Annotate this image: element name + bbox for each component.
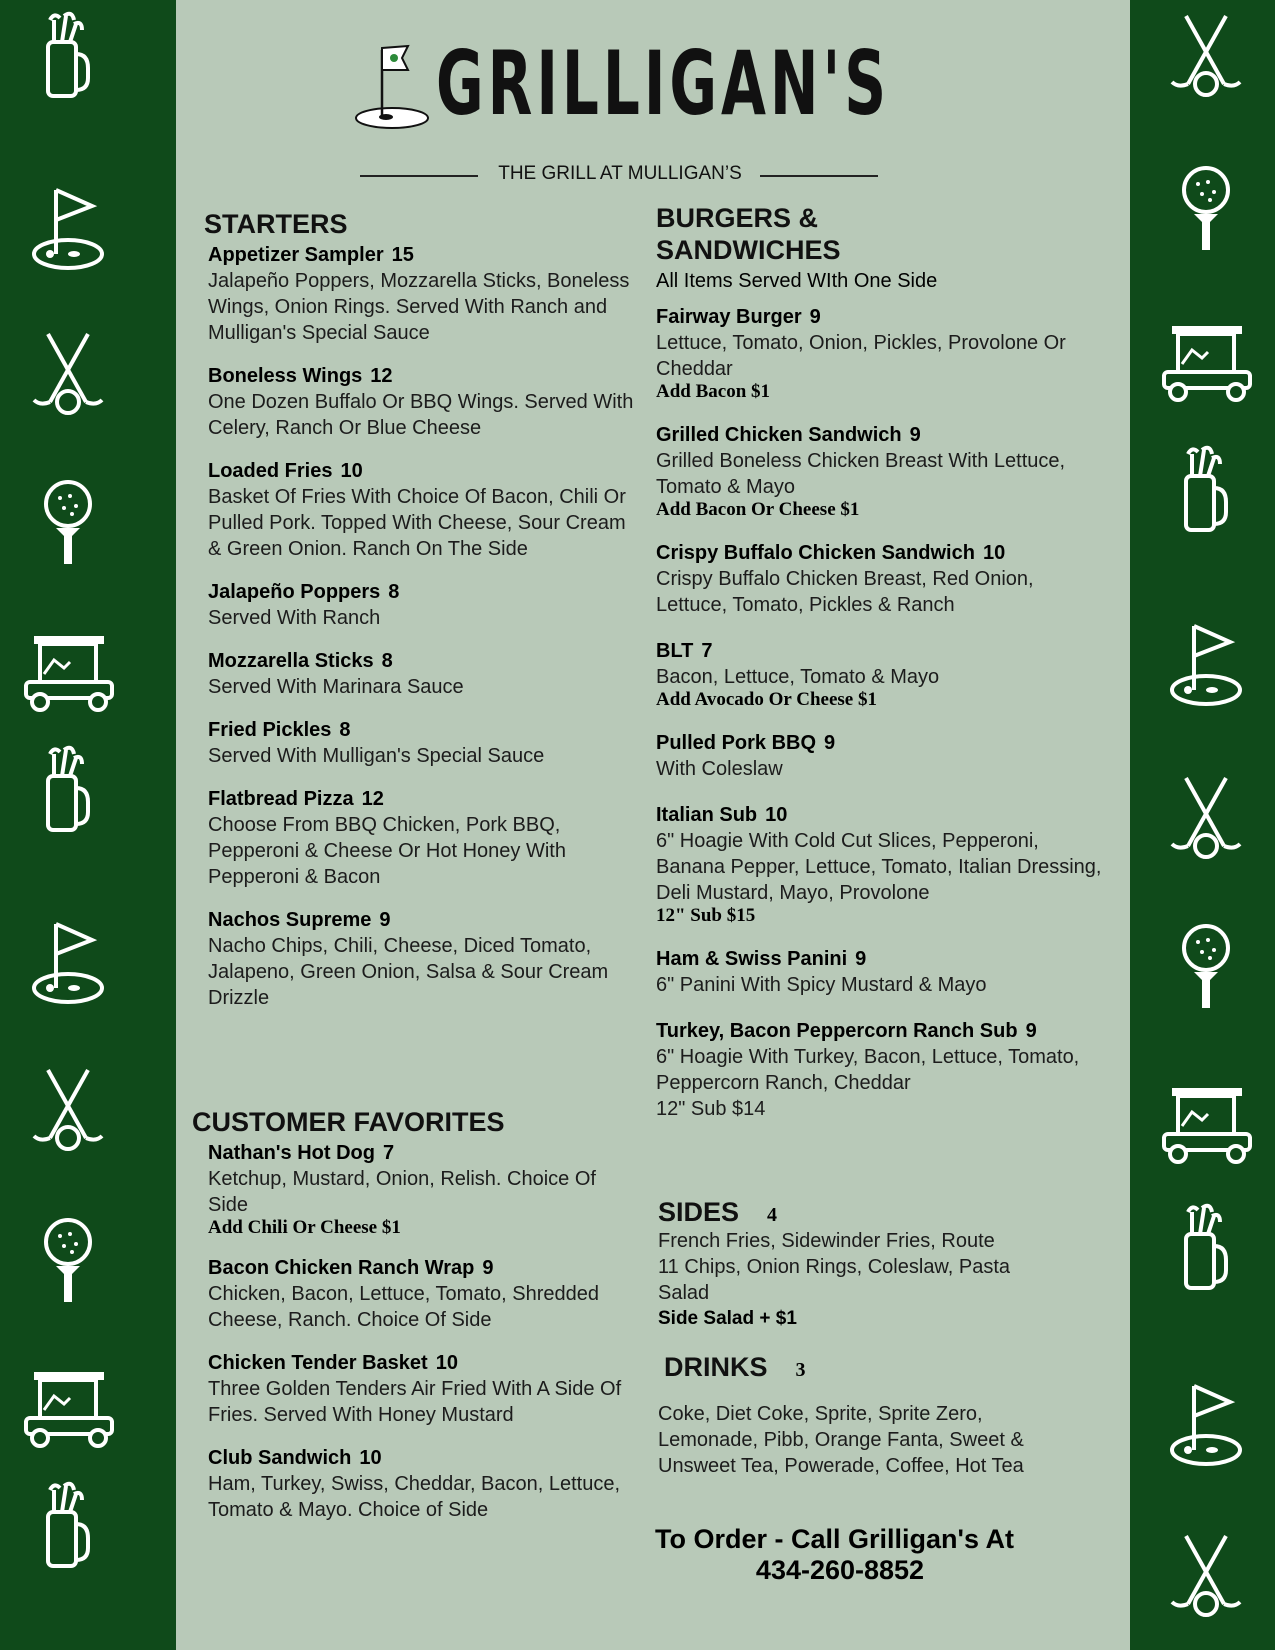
menu-item-name: Mozzarella Sticks (208, 650, 374, 672)
menu-item-price: 10 (359, 1447, 382, 1469)
menu-item (656, 730, 1106, 782)
drinks-desc-block (658, 1401, 1038, 1479)
crossed-clubs-icon (1168, 772, 1248, 864)
golf-ball-tee-icon (30, 474, 110, 566)
sides-price: 4 (767, 1204, 778, 1226)
menu-item-name: Nathan's Hot Dog (208, 1142, 375, 1164)
menu-item-desc: Basket Of Fries With Choice Of Bacon, Chili Or Pulled Pork. Topped With Cheese, Sour Cream & Green Onion. Ranch On The Side (208, 486, 626, 560)
burgers-list (656, 304, 1106, 1122)
menu-item-extra: 12" Sub $14 (656, 1098, 766, 1120)
menu-item-title (208, 1140, 632, 1166)
menu-item-name: Chicken Tender Basket (208, 1352, 428, 1374)
menu-item-name: Nachos Supreme (208, 909, 372, 931)
menu-item (208, 242, 634, 346)
tagline-rule-right (760, 175, 878, 177)
menu-item-name: Fried Pickles (208, 719, 332, 741)
menu-item-desc: Crispy Buffalo Chicken Breast, Red Onion, Lettuce, Tomato, Pickles & Ranch (656, 568, 1034, 616)
menu-item-price: 7 (701, 640, 713, 662)
starters-list (204, 242, 634, 1011)
menu-item-name: Fairway Burger (656, 306, 802, 328)
menu-item-title (208, 1445, 632, 1471)
menu-item-desc: 6" Hoagie With Turkey, Bacon, Lettuce, Tomato, Peppercorn Ranch, Cheddar (656, 1046, 1080, 1094)
menu-item-desc: Jalapeño Poppers, Mozzarella Sticks, Boneless Wings, Onion Rings. Served With Ranch and Mulligan's Special Sauce (208, 270, 630, 344)
menu-item (208, 363, 634, 441)
menu-item-desc: 6" Panini With Spicy Mustard & Mayo (656, 974, 987, 996)
menu-item-price: 15 (391, 244, 414, 266)
menu-item-name: Flatbread Pizza (208, 788, 354, 810)
drinks-desc: Coke, Diet Coke, Sprite, Sprite Zero, Lemonade, Pibb, Orange Fanta, Sweet & Unsweet Tea, Powerade, Coffee, Hot Tea (658, 1403, 1024, 1477)
left-icon-rail (0, 0, 176, 1650)
sides-section (658, 1196, 1018, 1332)
menu-item-name: Appetizer Sampler (208, 244, 384, 266)
menu-item-price: 9 (909, 424, 921, 446)
flag-hole-icon (30, 182, 110, 274)
flag-hole-icon (30, 916, 110, 1008)
menu-item-addon: Add Bacon $1 (656, 381, 771, 402)
menu-item (208, 648, 634, 700)
menu-item-name: Crispy Buffalo Chicken Sandwich (656, 542, 975, 564)
sides-heading: SIDES (658, 1197, 740, 1227)
menu-item-addon: Add Bacon Or Cheese $1 (656, 499, 860, 520)
menu-item-price: 9 (809, 306, 821, 328)
menu-item-title (208, 363, 634, 389)
menu-item-price: 8 (388, 581, 400, 603)
menu-item-title (656, 946, 1106, 972)
menu-item-desc: One Dozen Buffalo Or BBQ Wings. Served With Celery, Ranch Or Blue Cheese (208, 391, 634, 439)
menu-item-price: 8 (339, 719, 351, 741)
menu-item-addon: Add Chili Or Cheese $1 (208, 1217, 401, 1238)
menu-item-title (208, 242, 634, 268)
sides-add: Side Salad + $1 (658, 1308, 797, 1329)
menu-item-price: 9 (824, 732, 836, 754)
crossed-clubs-icon (30, 328, 110, 420)
menu-item-title (656, 304, 1106, 330)
menu-item-name: Pulled Pork BBQ (656, 732, 817, 754)
menu-item-name: Italian Sub (656, 804, 758, 826)
menu-item-price: 7 (382, 1142, 395, 1164)
menu-item-title (656, 730, 1106, 756)
crossed-clubs-icon (1168, 10, 1248, 102)
drinks-price: 3 (795, 1359, 806, 1381)
menu-item-desc: Three Golden Tenders Air Fried With A Side Of Fries. Served With Honey Mustard (208, 1378, 622, 1426)
menu-item-title (208, 458, 634, 484)
menu-item-price: 8 (381, 650, 393, 672)
menu-item (208, 717, 634, 769)
golf-bag-icon (1168, 1202, 1248, 1294)
menu-item-desc: Lettuce, Tomato, Onion, Pickles, Provolone Or Cheddar (656, 332, 1066, 380)
menu-item-price: 10 (765, 804, 788, 826)
golf-cart-icon (1156, 320, 1258, 412)
menu-item-price: 10 (340, 460, 363, 482)
menu-item-desc: Served With Ranch (208, 607, 381, 629)
menu-item-title (208, 1255, 632, 1281)
right-column (656, 202, 1106, 1142)
golf-bag-icon (30, 1480, 110, 1572)
golf-ball-tee-icon (1168, 918, 1248, 1010)
menu-item-price: 9 (482, 1257, 494, 1279)
menu-item-desc: Served With Marinara Sauce (208, 676, 464, 698)
golf-bag-icon (30, 10, 110, 102)
menu-item-name: Jalapeño Poppers (208, 581, 381, 603)
crossed-clubs-icon (30, 1064, 110, 1156)
golf-cart-icon (1156, 1082, 1258, 1174)
menu-item (656, 638, 1106, 710)
sides-desc: French Fries, Sidewinder Fries, Route 11 Chips, Onion Rings, Coleslaw, Pasta Salad (658, 1230, 1011, 1304)
menu-item (208, 1445, 632, 1523)
starters-heading: STARTERS (204, 209, 348, 239)
menu-item (656, 1018, 1106, 1122)
menu-item (656, 802, 1106, 926)
crossed-clubs-icon (1168, 1530, 1248, 1622)
favorites-section (192, 1106, 632, 1540)
golf-flag-logo-icon (352, 42, 432, 132)
menu-item (656, 304, 1106, 402)
menu-item-title (656, 422, 1106, 448)
menu-item-desc: Choose From BBQ Chicken, Pork BBQ, Pepperoni & Cheese Or Hot Honey With Pepperoni & Bacon (208, 814, 566, 888)
flag-hole-icon (1168, 618, 1248, 710)
menu-item-desc: Ham, Turkey, Swiss, Cheddar, Bacon, Lettuce, Tomato & Mayo. Choice of Side (208, 1473, 621, 1521)
right-icon-rail (1130, 0, 1275, 1650)
menu-item (208, 1255, 632, 1333)
menu-item-title (208, 786, 634, 812)
menu-item-addon: 12" Sub $15 (656, 905, 756, 926)
menu-item (656, 540, 1106, 618)
menu-item-price: 10 (435, 1352, 458, 1374)
menu-item-desc: Chicken, Bacon, Lettuce, Tomato, Shredded Cheese, Ranch. Choice Of Side (208, 1283, 599, 1331)
golf-cart-icon (18, 630, 120, 722)
menu-item-title (656, 638, 1106, 664)
menu-item-title (656, 1018, 1106, 1044)
order-phone: 434-260-8852 (755, 1555, 925, 1585)
golf-bag-icon (30, 744, 110, 836)
favorites-heading: CUSTOMER FAVORITES (192, 1107, 505, 1137)
golf-ball-tee-icon (30, 1212, 110, 1304)
left-column (204, 208, 634, 1028)
menu-item (208, 907, 634, 1011)
menu-item (208, 579, 634, 631)
menu-item-title (208, 717, 634, 743)
menu-item-title (208, 648, 634, 674)
menu-item-title (208, 907, 634, 933)
menu-item-price: 9 (855, 948, 867, 970)
golf-cart-icon (18, 1366, 120, 1458)
golf-bag-icon (1168, 444, 1248, 536)
menu-item-desc: Bacon, Lettuce, Tomato & Mayo (656, 666, 940, 688)
menu-item-price: 10 (982, 542, 1006, 564)
menu-item-name: Grilled Chicken Sandwich (656, 424, 902, 446)
menu-item (656, 422, 1106, 520)
menu-item (656, 946, 1106, 998)
menu-item-price: 12 (370, 365, 393, 387)
menu-item-desc: Nacho Chips, Chili, Cheese, Diced Tomato, Jalapeno, Green Onion, Salsa & Sour Cream Drizzle (208, 935, 609, 1009)
menu-item-title (208, 579, 634, 605)
menu-item-addon: Add Avocado Or Cheese $1 (656, 689, 877, 710)
menu-item-desc: Served With Mulligan's Special Sauce (208, 745, 545, 767)
burgers-heading-line2: SANDWICHES (656, 235, 841, 265)
menu-item-title (656, 802, 1106, 828)
menu-item-price: 9 (379, 909, 391, 931)
menu-item-name: Loaded Fries (208, 460, 333, 482)
menu-item-name: Turkey, Bacon Peppercorn Ranch Sub (656, 1020, 1018, 1042)
menu-item-title (208, 1350, 632, 1376)
menu-item (208, 1140, 632, 1238)
menu-item-title (656, 540, 1106, 566)
tagline: THE GRILL AT MULLIGAN’S (498, 163, 742, 184)
order-line: To Order - Call Grilligan's At (655, 1524, 1014, 1554)
menu-item (208, 1350, 632, 1428)
burgers-heading-line1: BURGERS & (656, 203, 819, 233)
menu-item-desc: With Coleslaw (656, 758, 783, 780)
menu-item-price: 9 (1025, 1020, 1037, 1042)
menu-item (208, 458, 634, 562)
menu-item-desc: 6" Hoagie With Cold Cut Slices, Pepperoni, Banana Pepper, Lettuce, Tomato, Italian Dressing, Deli Mustard, Mayo, Provolone (656, 830, 1102, 904)
restaurant-name: GRILLIGAN'S (436, 32, 891, 135)
menu-item-name: BLT (656, 640, 694, 662)
drinks-heading: DRINKS (664, 1352, 768, 1382)
menu-item-name: Club Sandwich (208, 1447, 352, 1469)
menu-item (208, 786, 634, 890)
flag-hole-icon (1168, 1378, 1248, 1470)
menu-item-desc: Ketchup, Mustard, Onion, Relish. Choice Of Side (208, 1168, 596, 1216)
menu-item-desc: Grilled Boneless Chicken Breast With Lettuce, Tomato & Mayo (656, 450, 1066, 498)
menu-item-name: Ham & Swiss Panini (656, 948, 848, 970)
golf-ball-tee-icon (1168, 160, 1248, 252)
favorites-list (192, 1140, 632, 1523)
drinks-section (664, 1351, 1084, 1383)
menu-item-name: Boneless Wings (208, 365, 363, 387)
menu-item-name: Bacon Chicken Ranch Wrap (208, 1257, 475, 1279)
menu-item-price: 12 (361, 788, 384, 810)
order-callout (655, 1524, 1055, 1586)
burgers-note: All Items Served WIth One Side (656, 270, 938, 292)
